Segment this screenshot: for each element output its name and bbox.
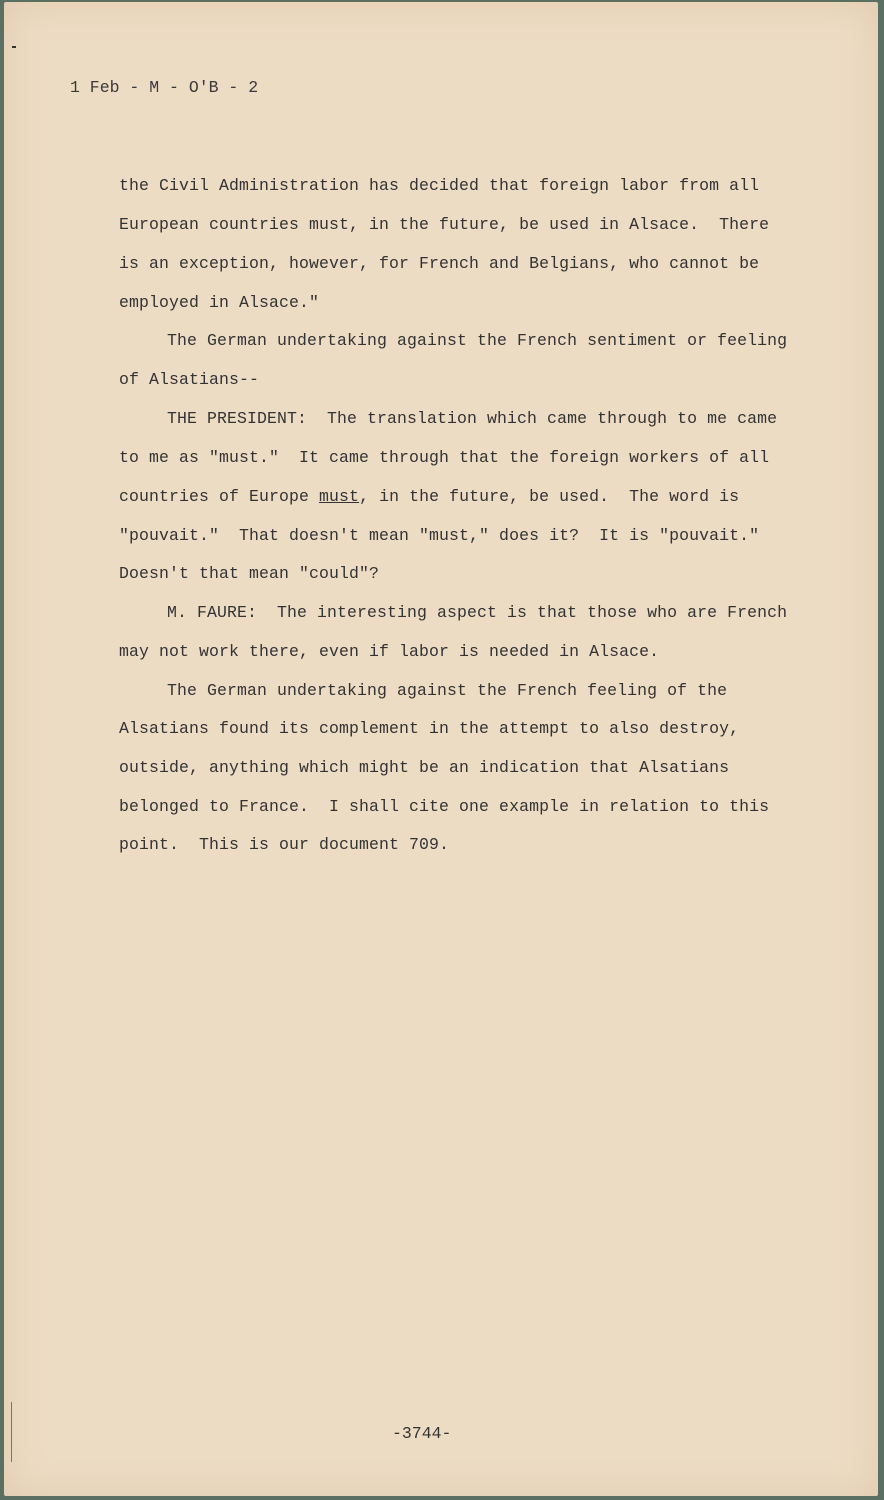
text-line: employed in Alsace." — [119, 293, 320, 312]
text-line-underlined — [119, 487, 739, 506]
page-header: 1 Feb - M - O'B - 2 — [70, 78, 259, 97]
binding-edge — [11, 1402, 12, 1462]
text-line: Doesn't that mean "could"? — [119, 564, 380, 583]
text-line: The German undertaking against the French sentiment or feeling — [167, 331, 788, 350]
underlined-word: must — [319, 487, 360, 506]
text-line: "pouvait." That doesn't mean "must," does it? It is "pouvait." — [119, 526, 760, 545]
document-page — [4, 2, 878, 1496]
text-line: THE PRESIDENT: The translation which came through to me came — [167, 409, 778, 428]
text-line: outside, anything which might be an indication that Alsatians — [119, 758, 730, 777]
page-number: -3744- — [392, 1424, 452, 1443]
text-line: the Civil Administration has decided that foreign labor from all — [119, 176, 760, 195]
text-line: Alsatians found its complement in the attempt to also destroy, — [119, 719, 740, 738]
text-line: may not work there, even if labor is needed in Alsace. — [119, 642, 660, 661]
text-segment: countries of Europe — [119, 487, 320, 506]
text-line: point. This is our document 709. — [119, 835, 450, 854]
text-line: of Alsatians-- — [119, 370, 260, 389]
text-segment: , in the future, be used. The word is — [359, 487, 740, 506]
text-line: is an exception, however, for French and Belgians, who cannot be — [119, 254, 760, 273]
text-line: M. FAURE: The interesting aspect is that those who are French — [167, 603, 788, 622]
text-line: The German undertaking against the French feeling of the — [167, 681, 728, 700]
text-line: to me as "must." It came through that the foreign workers of all — [119, 448, 770, 467]
margin-mark — [12, 46, 16, 48]
text-line: European countries must, in the future, be used in Alsace. There — [119, 215, 770, 234]
text-line: belonged to France. I shall cite one example in relation to this — [119, 797, 770, 816]
